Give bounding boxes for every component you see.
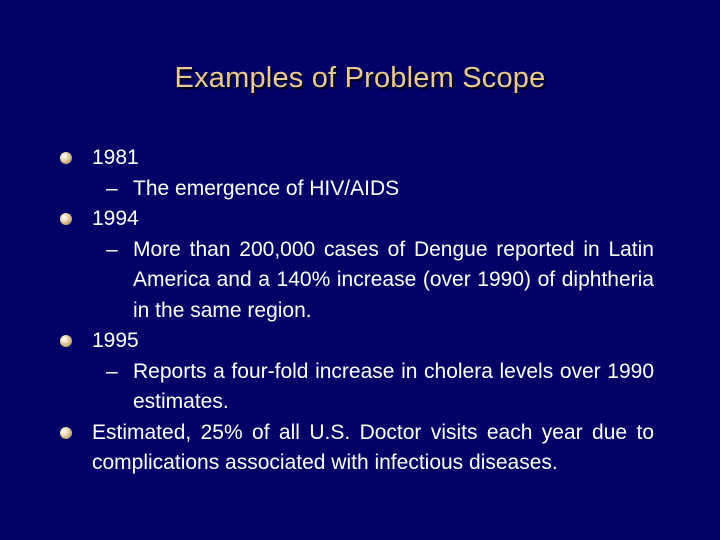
sub-bullet-text: The emergence of HIV/AIDS [133, 176, 400, 200]
bullet-item [60, 326, 654, 418]
dash-icon: – [106, 176, 118, 200]
bullet-item [60, 204, 654, 326]
bullet-item [60, 143, 654, 204]
bullet-list [60, 143, 654, 479]
slide-title: Examples of Problem Scope [174, 62, 546, 94]
bullet-text: 1995 [92, 329, 139, 352]
sub-bullet-text: More than 200,000 cases of Dengue reported in Latin America and a 140% increase (over 1990) of diphtheria in the same region. [133, 237, 654, 322]
bullet-item [60, 418, 654, 479]
bullet-text: 1981 [92, 146, 139, 169]
sub-bullet [98, 235, 654, 327]
sub-bullet-text: Reports a four-fold increase in cholera levels over 1990 estimates. [133, 359, 654, 413]
bullet-icon [60, 152, 72, 164]
bullet-icon [60, 427, 72, 439]
bullet-icon [60, 213, 72, 225]
bullet-icon [60, 335, 72, 347]
bullet-text: Estimated, 25% of all U.S. Doctor visits each year due to complications associated with infectious diseases. [92, 420, 654, 474]
sub-bullet [98, 174, 654, 205]
bullet-text: 1994 [92, 207, 139, 230]
sub-bullet [98, 357, 654, 418]
dash-icon: – [106, 237, 118, 261]
dash-icon: – [106, 359, 118, 383]
